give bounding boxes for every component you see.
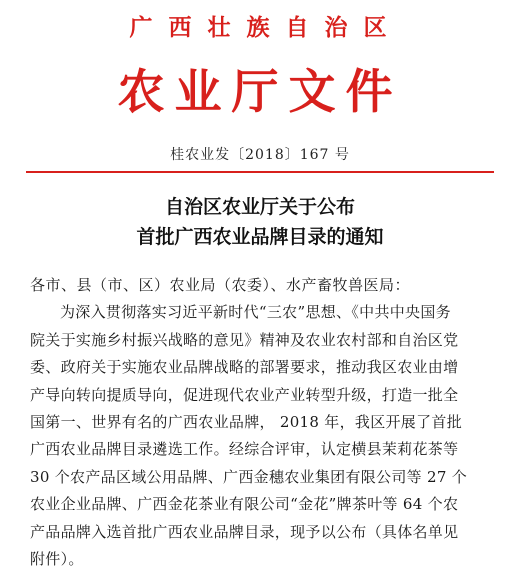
red-divider-line	[26, 171, 494, 173]
body-line: 委、政府关于实施农业品牌战略的部署要求，推动我区农业由增	[30, 358, 459, 377]
body-line: 为深入贯彻落实习近平新时代“三农”思想、《中共中央国务	[60, 303, 451, 322]
body-line: 附件）。	[30, 550, 84, 569]
document-type-heading: 农业厅文件	[117, 65, 403, 120]
notice-title	[0, 192, 520, 252]
body-line: 产品品牌入选首批广西农业品牌目录，现予以公布（具体名单见	[30, 522, 459, 541]
body-line: 院关于实施乡村振兴战略的意见》精神及农业农村部和自治区党	[30, 330, 459, 349]
issuer-line: 广 西 壮 族 自 治 区	[129, 15, 391, 41]
document-number: 桂农业发〔2018〕167 号	[170, 147, 350, 163]
body-line: 产导向转向提质导向，促进现代农业产业转型升级，打造一批全	[30, 385, 459, 404]
body-line: 广西农业品牌目录遴选工作。经综合评审，认定横县茉莉花茶等	[30, 440, 459, 459]
body-line: 农业企业品牌、广西金花茶业有限公司“金花”牌茶叶等 64 个农	[30, 495, 459, 514]
notice-title-line-1: 自治区农业厅关于公布	[164, 196, 355, 218]
notice-title-line-2: 首批广西农业品牌目录的通知	[136, 226, 384, 248]
notice-body	[30, 272, 490, 573]
body-line: 30 个农产品区域公用品牌、广西金穗农业集团有限公司等 27 个	[30, 467, 468, 486]
salutation: 各市、县（市、区）农业局（农委）、水产畜牧兽医局：	[30, 276, 411, 294]
body-line: 国第一、世界有名的广西农业品牌， 2018 年，我区开展了首批	[30, 413, 463, 432]
